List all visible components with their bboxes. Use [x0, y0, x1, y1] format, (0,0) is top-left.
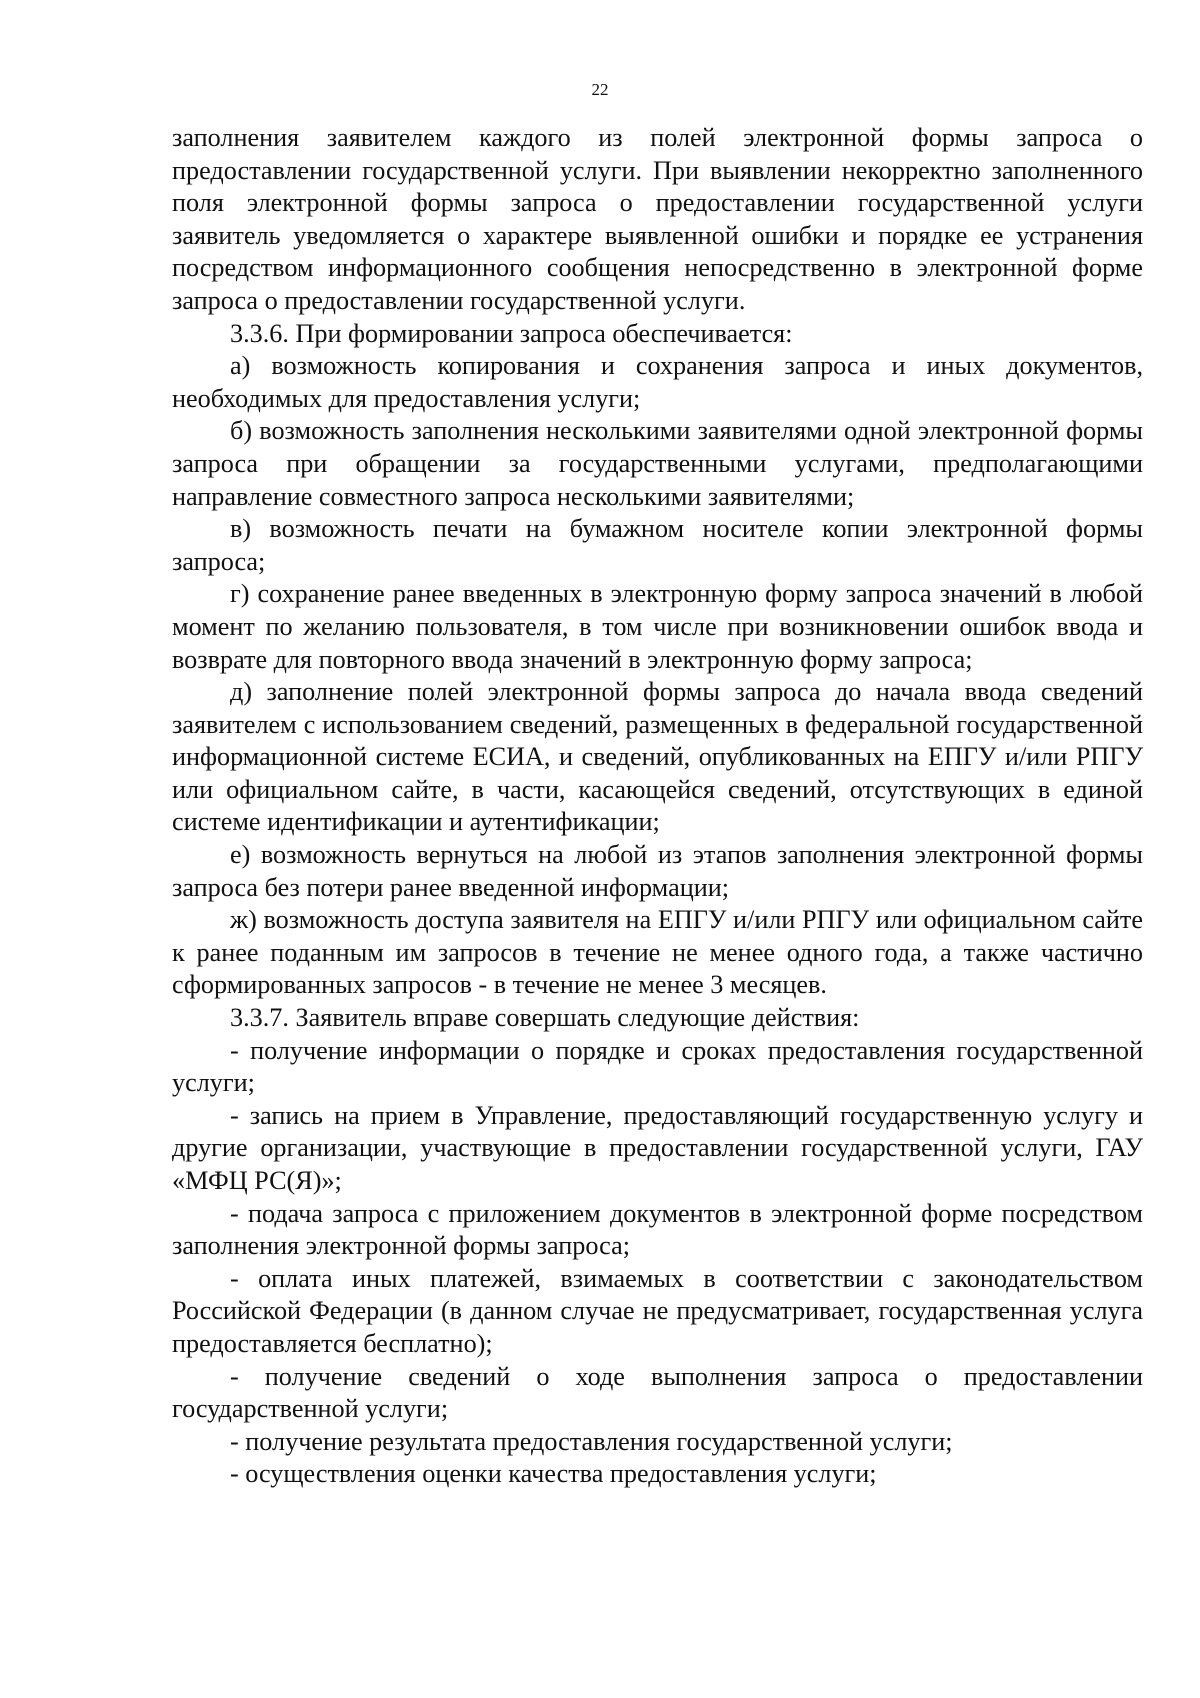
list-item-quality-rating: - осуществления оценки качества предоставления услуги;: [230, 1459, 877, 1489]
paragraph-3-3-6-heading: 3.3.6. При формировании запроса обеспечивается:: [230, 318, 793, 348]
paragraph-item-b: б) возможность заполнения несколькими заявителями одной электронной формы запроса при обращении за государственными услугами, предполагающими направление совместного запроса несколькими заявителями;: [172, 416, 1143, 511]
list-item-result: - получение результата предоставления государственной услуги;: [230, 1426, 953, 1456]
page-number: 22: [591, 80, 609, 99]
document-body: [172, 122, 1143, 1491]
paragraph-item-zh: ж) возможность доступа заявителя на ЕПГУ и/или РПГУ или официальном сайте к ранее поданным им запросов в течение не менее одного года, а также частично сформированных запросов - в течение не менее 3 месяцев.: [172, 905, 1143, 1000]
paragraph-item-e: е) возможность вернуться на любой из этапов заполнения электронной формы запроса без потери ранее введенной информации;: [172, 840, 1143, 902]
paragraph-item-a: а) возможность копирования и сохранения запроса и иных документов, необходимых для предоставления услуги;: [172, 351, 1143, 413]
list-item-information: - получение информации о порядке и сроках предоставления государственной услуги;: [172, 1035, 1143, 1098]
list-item-submission: - подача запроса с приложением документов в электронной форме посредством заполнения электронной формы запроса;: [172, 1198, 1143, 1261]
list-item-appointment: - запись на прием в Управление, предоставляющий государственную услугу и другие организации, участвующие в предоставлении государственной услуги, ГАУ «МФЦ РС(Я)»;: [172, 1100, 1143, 1195]
list-item-payment: - оплата иных платежей, взимаемых в соответствии с законодательством Российской Федерации (в данном случае не предусматривает, государственная услуга предоставляется бесплатно);: [172, 1263, 1143, 1358]
paragraph-item-v: в) возможность печати на бумажном носителе копии электронной формы запроса;: [172, 514, 1143, 576]
paragraph-item-d: д) заполнение полей электронной формы запроса до начала ввода сведений заявителем с использованием сведений, размещенных в федеральной государственной информационной системе ЕСИА, и сведений, опубликованных на ЕПГУ и/или РПГУ или официальном сайте, в части, касающейся сведений, отсутствующих в единой системе идентификации и аутентификации;: [172, 677, 1143, 837]
paragraph-item-g: г) сохранение ранее введенных в электронную форму запроса значений в любой момент по желанию пользователя, в том числе при возникновении ошибок ввода и возврате для повторного ввода значений в электронную форму запроса;: [172, 579, 1143, 674]
list-item-status: - получение сведений о ходе выполнения запроса о предоставлении государственной услуги;: [172, 1361, 1143, 1424]
paragraph-3-3-7-heading: 3.3.7. Заявитель вправе совершать следующие действия:: [230, 1003, 860, 1033]
paragraph-continuation: заполнения заявителем каждого из полей электронной формы запроса о предоставлении государственной услуги. При выявлении некорректно заполненного поля электронной формы запроса о предоставлении государственной услуги заявитель уведомляется о характере выявленной ошибки и порядке ее устранения посредством информационного сообщения непосредственно в электронной форме запроса о предоставлении государственной услуги.: [172, 123, 1143, 315]
